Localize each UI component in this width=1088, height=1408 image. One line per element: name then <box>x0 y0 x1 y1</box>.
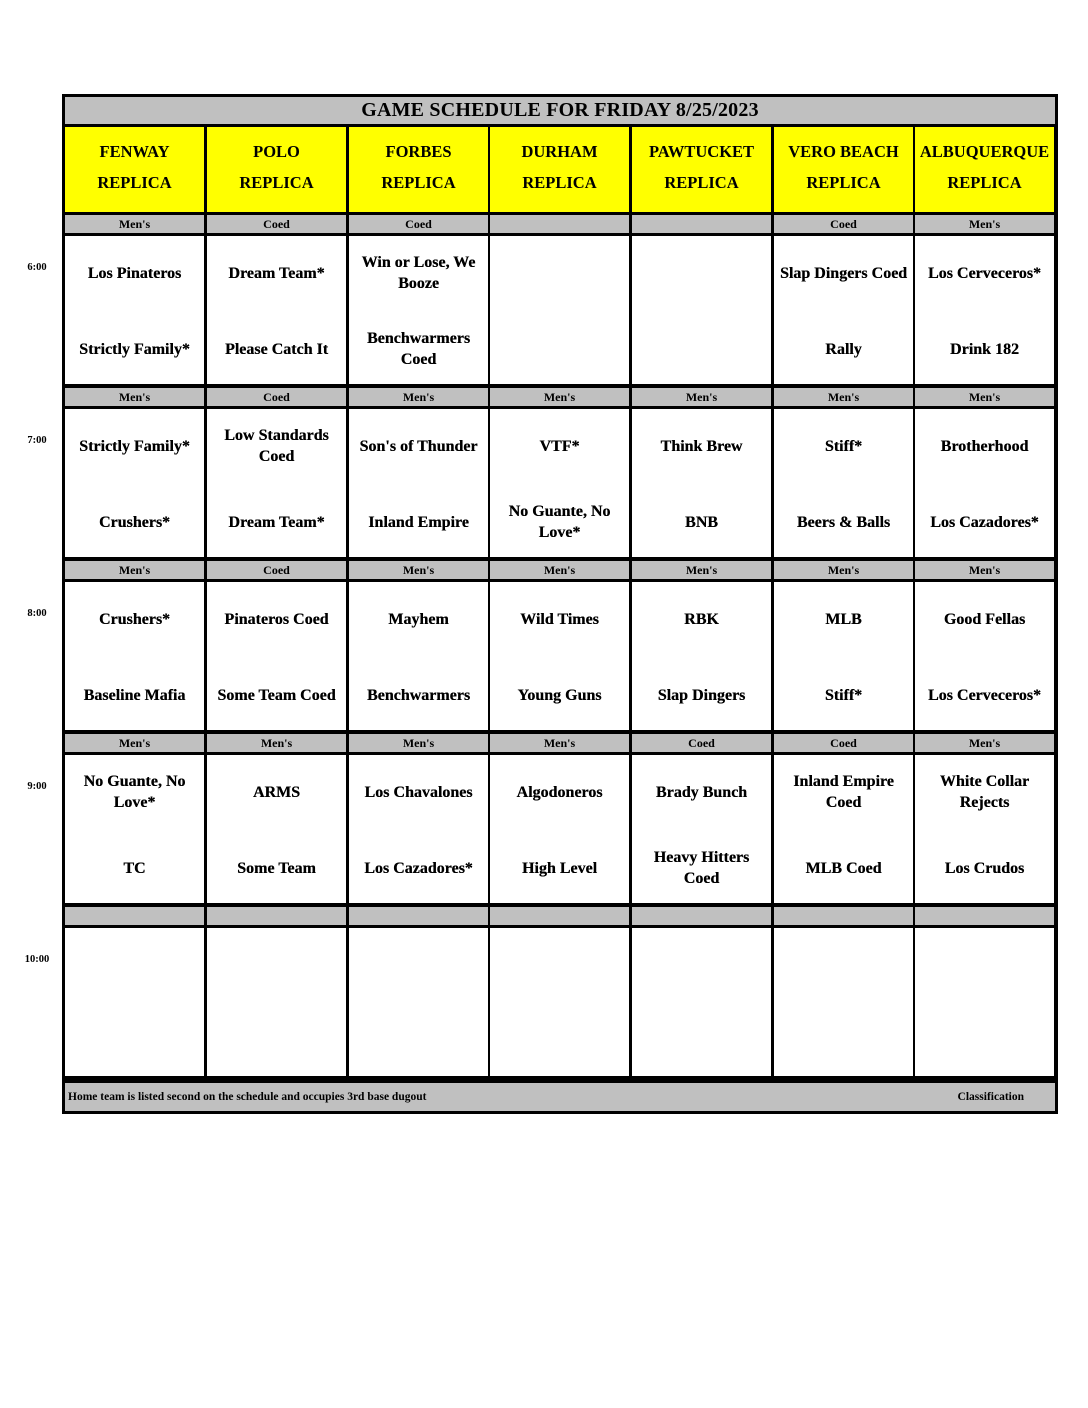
away-team <box>558 935 562 995</box>
game-cell <box>774 236 913 384</box>
home-team: Inland Empire <box>368 513 469 531</box>
game-cell <box>65 582 204 730</box>
classification-label <box>65 907 204 925</box>
away-team: Dream Team* <box>228 264 325 282</box>
game-cell <box>915 928 1054 1076</box>
away-team: Good Fellas <box>943 610 1026 628</box>
away-team: Mayhem <box>388 610 449 628</box>
away-team: Son's of Thunder <box>359 437 478 455</box>
time-label: 7:00 <box>27 435 47 446</box>
away-team: Los Pinateros <box>87 264 182 282</box>
home-team: Strictly Family* <box>79 340 190 358</box>
classification-label: Men's <box>915 561 1054 579</box>
away-team: RBK <box>684 610 719 628</box>
home-team <box>700 1011 704 1071</box>
field-header <box>632 127 771 212</box>
classification-label: Coed <box>207 561 346 579</box>
footer-bar <box>65 1083 1055 1111</box>
classification-label: Men's <box>207 734 346 752</box>
away-team <box>558 243 562 303</box>
home-team: Please Catch It <box>224 340 329 358</box>
away-team: Win or Lose, We Booze <box>361 254 476 292</box>
away-team: White Collar Rejects <box>939 773 1030 811</box>
time-label: 10:00 <box>24 954 50 965</box>
time-label: 9:00 <box>27 781 47 792</box>
game-cell <box>490 409 629 557</box>
field-subtitle: REPLICA <box>97 172 172 192</box>
classification-legend: Classification <box>957 1091 1024 1103</box>
game-cell <box>65 755 204 903</box>
classification-label: Men's <box>349 388 488 406</box>
away-team: VTF* <box>539 437 580 455</box>
classification-label: Men's <box>632 561 771 579</box>
classification-label <box>349 907 488 925</box>
game-cell <box>915 409 1054 557</box>
away-team <box>417 935 421 995</box>
home-team: BNB <box>685 513 718 531</box>
classification-label <box>632 215 771 233</box>
away-team: MLB <box>825 610 862 628</box>
field-subtitle: REPLICA <box>806 172 881 192</box>
classification-label: Men's <box>632 388 771 406</box>
away-team: ARMS <box>252 783 301 801</box>
home-team: Some Team Coed <box>217 686 336 704</box>
game-cell <box>349 236 488 384</box>
classification-label: Men's <box>490 388 629 406</box>
game-cell <box>349 755 488 903</box>
field-name: DURHAM <box>521 142 598 162</box>
time-label: 8:00 <box>27 608 47 619</box>
schedule-grid <box>62 94 1058 1114</box>
classification-label: Men's <box>774 561 913 579</box>
classification-label <box>490 907 629 925</box>
home-team: No Guante, No Love* <box>508 503 611 541</box>
home-team: Los Crudos <box>944 859 1025 877</box>
classification-label: Coed <box>774 734 913 752</box>
game-cell <box>207 236 346 384</box>
game-cell <box>490 928 629 1076</box>
classification-label: Men's <box>349 734 488 752</box>
game-cell <box>490 755 629 903</box>
game-cell <box>632 409 771 557</box>
game-cell <box>632 928 771 1076</box>
away-team: Brady Bunch <box>655 783 748 801</box>
home-team <box>700 319 704 379</box>
game-cell <box>774 755 913 903</box>
home-team: MLB Coed <box>805 859 882 877</box>
field-name: FENWAY <box>99 142 170 162</box>
away-team: Crushers* <box>98 610 171 628</box>
game-cell <box>207 755 346 903</box>
game-cell <box>915 236 1054 384</box>
field-name: FORBES <box>385 142 452 162</box>
away-team: No Guante, No Love* <box>83 773 186 811</box>
classification-label <box>774 907 913 925</box>
classification-label: Men's <box>65 734 204 752</box>
home-team: Crushers* <box>98 513 171 531</box>
footer-note: Home team is listed second on the schedule and occupies 3rd base dugout <box>68 1091 427 1103</box>
time-label: 6:00 <box>27 262 47 273</box>
home-team: Heavy Hitters Coed <box>653 849 750 887</box>
field-subtitle: REPLICA <box>664 172 739 192</box>
home-team: Los Cazadores* <box>930 513 1039 531</box>
classification-label: Men's <box>490 561 629 579</box>
home-team: Baseline Mafia <box>83 686 186 704</box>
away-team: Brotherhood <box>940 437 1029 455</box>
classification-label: Men's <box>65 561 204 579</box>
classification-label: Men's <box>490 734 629 752</box>
home-team: Some Team <box>237 859 316 877</box>
home-team: Beers & Balls <box>796 513 891 531</box>
field-header <box>490 127 629 212</box>
classification-label <box>632 907 771 925</box>
away-team: Strictly Family* <box>79 437 190 455</box>
home-team: Rally <box>825 340 862 358</box>
game-cell <box>632 582 771 730</box>
classification-label: Men's <box>915 734 1054 752</box>
game-cell <box>349 582 488 730</box>
home-team: TC <box>123 859 146 877</box>
field-name: ALBUQUERQUE <box>919 142 1050 162</box>
game-cell <box>774 409 913 557</box>
away-team: Stiff* <box>824 437 863 455</box>
game-cell <box>490 236 629 384</box>
field-name: VERO BEACH <box>788 142 899 162</box>
field-header <box>774 127 913 212</box>
game-cell <box>632 755 771 903</box>
home-team: Dream Team* <box>228 513 325 531</box>
home-team: Benchwarmers <box>366 686 471 704</box>
game-cell <box>915 582 1054 730</box>
away-team: Los Chavalones <box>364 783 473 801</box>
away-team: Low Standards Coed <box>224 427 329 465</box>
away-team: Inland Empire Coed <box>793 773 894 811</box>
home-team <box>558 319 562 379</box>
away-team <box>700 243 704 303</box>
classification-label: Men's <box>774 388 913 406</box>
away-team: Los Cerveceros* <box>928 264 1041 282</box>
home-team: Los Cerveceros* <box>928 686 1041 704</box>
away-team <box>133 935 137 995</box>
game-cell <box>65 236 204 384</box>
classification-label: Coed <box>632 734 771 752</box>
field-header <box>915 127 1054 212</box>
game-cell <box>207 928 346 1076</box>
schedule-title: GAME SCHEDULE FOR FRIDAY 8/25/2023 <box>65 97 1055 124</box>
home-team: Slap Dingers <box>657 686 746 704</box>
game-cell <box>774 582 913 730</box>
game-cell <box>915 755 1054 903</box>
home-team: Stiff* <box>824 686 863 704</box>
home-team <box>417 1011 421 1071</box>
game-cell <box>490 582 629 730</box>
away-team <box>842 935 846 995</box>
classification-label: Men's <box>65 388 204 406</box>
away-team <box>275 935 279 995</box>
game-cell <box>632 236 771 384</box>
field-subtitle: REPLICA <box>522 172 597 192</box>
home-team: Drink 182 <box>950 340 1019 358</box>
home-team <box>275 1011 279 1071</box>
classification-label: Men's <box>915 388 1054 406</box>
home-team: Benchwarmers Coed <box>366 330 471 368</box>
classification-label: Coed <box>774 215 913 233</box>
classification-label <box>915 907 1054 925</box>
field-name: PAWTUCKET <box>648 142 755 162</box>
field-header <box>207 127 346 212</box>
home-team: Los Cazadores* <box>364 859 473 877</box>
game-cell <box>349 409 488 557</box>
classification-label: Men's <box>915 215 1054 233</box>
game-cell <box>65 409 204 557</box>
game-cell <box>349 928 488 1076</box>
home-team <box>133 1011 137 1071</box>
classification-label: Men's <box>349 561 488 579</box>
field-header <box>349 127 488 212</box>
field-subtitle: REPLICA <box>239 172 314 192</box>
home-team: High Level <box>521 859 598 877</box>
classification-label: Coed <box>207 388 346 406</box>
game-cell <box>774 928 913 1076</box>
away-team <box>983 935 987 995</box>
classification-label <box>207 907 346 925</box>
away-team: Pinateros Coed <box>224 610 329 628</box>
field-name: POLO <box>253 142 300 162</box>
field-subtitle: REPLICA <box>947 172 1022 192</box>
home-team <box>558 1011 562 1071</box>
classification-label: Coed <box>207 215 346 233</box>
home-team: Young Guns <box>517 686 602 704</box>
field-header <box>65 127 204 212</box>
game-cell <box>207 409 346 557</box>
classification-label <box>490 215 629 233</box>
game-cell <box>65 928 204 1076</box>
classification-label: Coed <box>349 215 488 233</box>
away-team: Think Brew <box>660 437 743 455</box>
field-subtitle: REPLICA <box>381 172 456 192</box>
classification-label: Men's <box>65 215 204 233</box>
away-team: Wild Times <box>520 610 599 628</box>
away-team: Algodoneros <box>516 783 603 801</box>
home-team <box>842 1011 846 1071</box>
home-team <box>983 1011 987 1071</box>
away-team: Slap Dingers Coed <box>779 264 908 282</box>
game-cell <box>207 582 346 730</box>
away-team <box>700 935 704 995</box>
